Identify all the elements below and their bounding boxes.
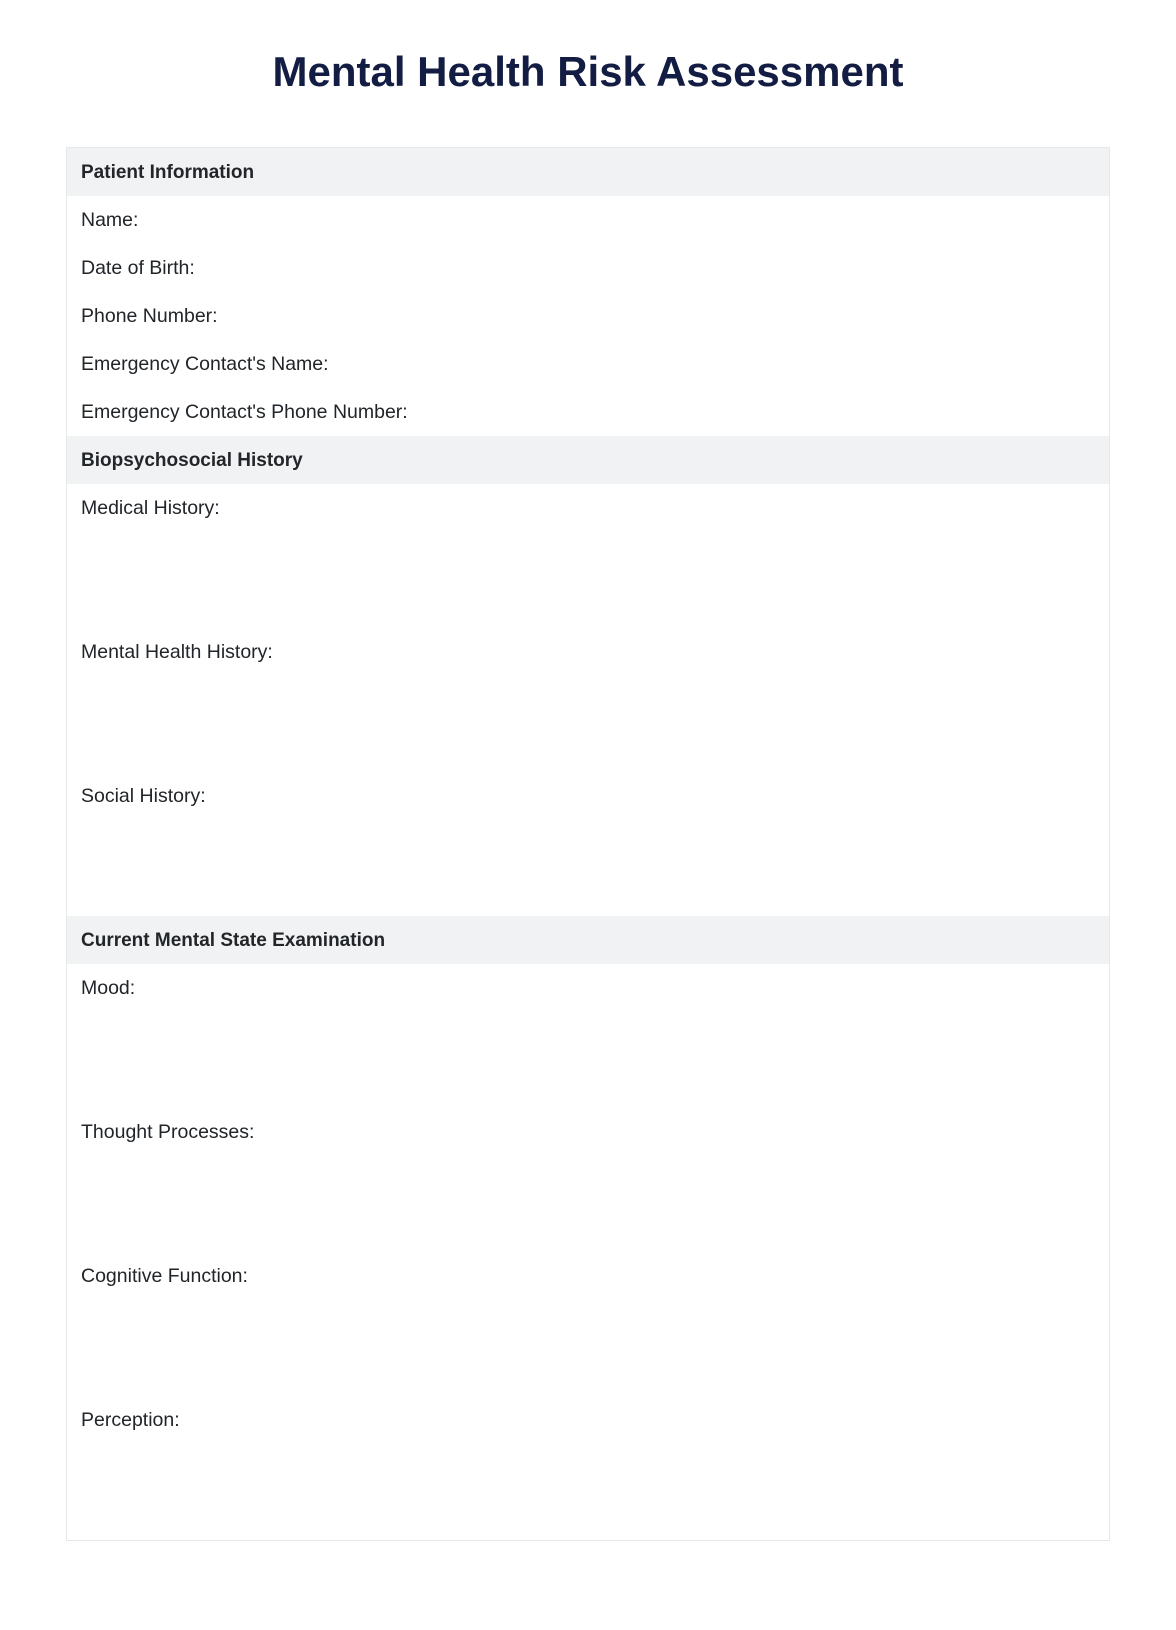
- answer-input-row[interactable]: [67, 1012, 1109, 1108]
- answer-input-row[interactable]: [67, 1300, 1109, 1396]
- field-label-row: [67, 388, 1109, 436]
- assessment-form-table: [66, 147, 1110, 1541]
- field-label: Emergency Contact's Phone Number:: [81, 400, 408, 423]
- field-label-row: [67, 1108, 1109, 1156]
- field-label-row: [67, 1396, 1109, 1444]
- field-label-row: [67, 244, 1109, 292]
- field-label: Mental Health History:: [81, 640, 273, 663]
- section-header-row: [67, 916, 1109, 964]
- section-header-row: [67, 436, 1109, 484]
- field-label-row: [67, 628, 1109, 676]
- field-label: Cognitive Function:: [81, 1264, 248, 1287]
- page-title: Mental Health Risk Assessment: [272, 48, 904, 95]
- answer-input-row[interactable]: [67, 532, 1109, 628]
- field-label: Medical History:: [81, 496, 220, 519]
- field-label-row: [67, 340, 1109, 388]
- section-header-label: Biopsychosocial History: [81, 449, 303, 471]
- field-label: Phone Number:: [81, 304, 218, 327]
- field-label: Mood:: [81, 976, 136, 999]
- section-header-label: Current Mental State Examination: [81, 929, 386, 951]
- field-label-row: [67, 964, 1109, 1012]
- field-label-row: [67, 292, 1109, 340]
- field-label: Thought Processes:: [81, 1120, 255, 1143]
- field-label: Social History:: [81, 784, 206, 807]
- field-label: Emergency Contact's Name:: [81, 352, 329, 375]
- field-label: Perception:: [81, 1408, 180, 1431]
- answer-input-row[interactable]: [67, 1444, 1109, 1540]
- field-label-row: [67, 484, 1109, 532]
- field-label-row: [67, 1252, 1109, 1300]
- assessment-form-body: [67, 148, 1110, 1541]
- answer-input-row[interactable]: [67, 676, 1109, 772]
- field-label-row: [67, 196, 1109, 244]
- field-label: Name:: [81, 208, 139, 231]
- answer-input-row[interactable]: [67, 1156, 1109, 1252]
- section-header-row: [67, 148, 1109, 196]
- answer-input-row[interactable]: [67, 820, 1109, 916]
- section-header-label: Patient Information: [81, 161, 255, 183]
- field-label-row: [67, 772, 1109, 820]
- field-label: Date of Birth:: [81, 256, 195, 279]
